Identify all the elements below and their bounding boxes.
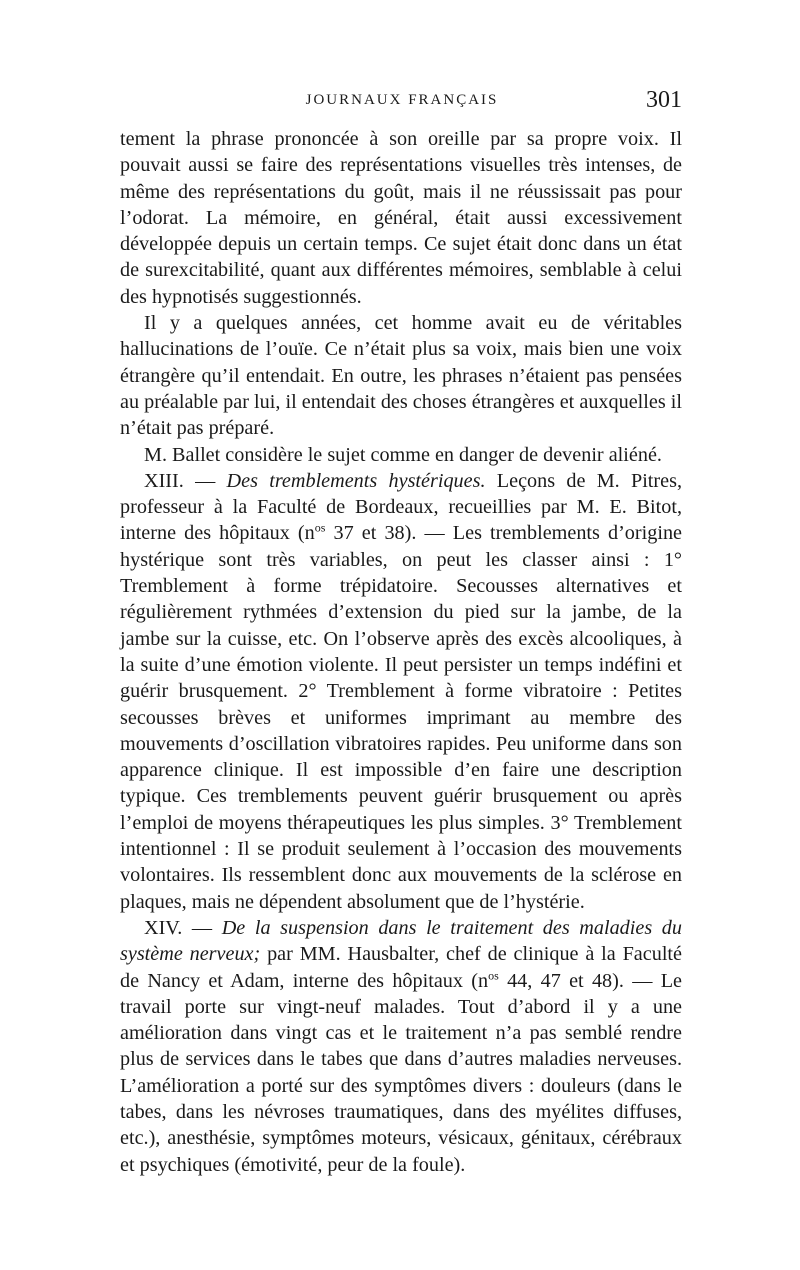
section-number: XIII. — <box>144 469 227 492</box>
section-xiv <box>120 915 682 1178</box>
running-title: JOURNAUX FRANÇAIS <box>305 92 499 108</box>
section-text: Leçons de M. Pitres, professeur à la Faculté de Bordeaux, recueillies par M. E. Bitot, interne des hôpitaux (n <box>120 469 683 545</box>
superscript: os <box>488 967 499 982</box>
paragraph-2: Il y a quelques années, cet homme avait eu de véritables hallucinations de l’ouïe. Ce n’était plus sa voix, mais bien une voix étrangère qu’il entendait. En outre, les phrases n’étaient pas pensées au préalable par lui, il entendait des choses étrangères et auxquelles il n’était pas préparé. <box>120 312 682 440</box>
section-xiii <box>120 468 682 915</box>
body-text <box>120 126 682 1178</box>
section-title: Des tremblements hystériques. <box>226 469 486 492</box>
section-number: XIV. — <box>144 916 222 939</box>
superscript: os <box>314 520 326 535</box>
section-text: par MM. Hausbalter, chef de clinique à la Faculté de Nancy et Adam, interne des hôpitaux (n <box>120 943 682 992</box>
section-text-continued: 37 et 38). — Les tremblements d’origine hystérique sont très variables, on peut les classer ainsi : 1° Tremblement à forme trépidatoire. Secousses alternatives et régulièrement rythmées d’extension du pied sur la jambe, de la jambe sur la cuisse, etc. On l’observe après des excès alcooliques, à la suite d’une émotion violente. Il peut persister un temps indéfini et guérir brusquement. 2° Tremblement à forme vibratoire : Petites secousses brèves et uniformes imprimant au membre des mouvements d’oscillation vibratoires rapides. Peu uniforme dans son apparence clinique. Il est impossible d’en faire une description typique. Ces tremblements peuvent guérir brusquement ou après l’emploi de moyens thérapeutiques les plus simples. 3° Tremblement intentionnel : Il se produit seulement à l’occasion des mouvements volontaires. Ils ressemblent donc aux mouvements de la sclérose en plaques, mais ne dépendent absolument que de l’hystérie. <box>120 522 682 913</box>
paragraph-1: tement la phrase prononcée à son oreille par sa propre voix. Il pouvait aussi se faire des représentations visuelles très intenses, de même des représentations du goût, mais il ne réussissait pas pour l’odorat. La mémoire, en général, était aussi excessivement développée depuis un certain temps. Ce sujet était donc dans un état de surexcitabilité, quant aux différentes mémoires, semblable à celui des hypnotisés suggestionnés. <box>120 128 682 308</box>
section-text-continued: 44, 47 et 48). — Le travail porte sur vingt-neuf malades. Tout d’abord il y a une amélioration dans vingt cas et le traitement n’a pas semblé rendre plus de services dans le tabes que dans d’autres maladies nerveuses. L’amélioration a porté sur des symptômes divers : douleurs (dans le tabes, dans les névroses traumatiques, dans des myélites diffuses, etc.), anesthésie, symptômes moteurs, vésicaux, génitaux, cérébraux et psychiques (émotivité, peur de la foule). <box>120 969 682 1176</box>
paragraph-3: M. Ballet considère le sujet comme en danger de devenir aliéné. <box>144 443 662 466</box>
page-header <box>122 87 682 120</box>
page-number: 301 <box>646 87 682 113</box>
section-title: De la suspension dans le traitement des maladies du système nerveux; <box>120 916 682 966</box>
